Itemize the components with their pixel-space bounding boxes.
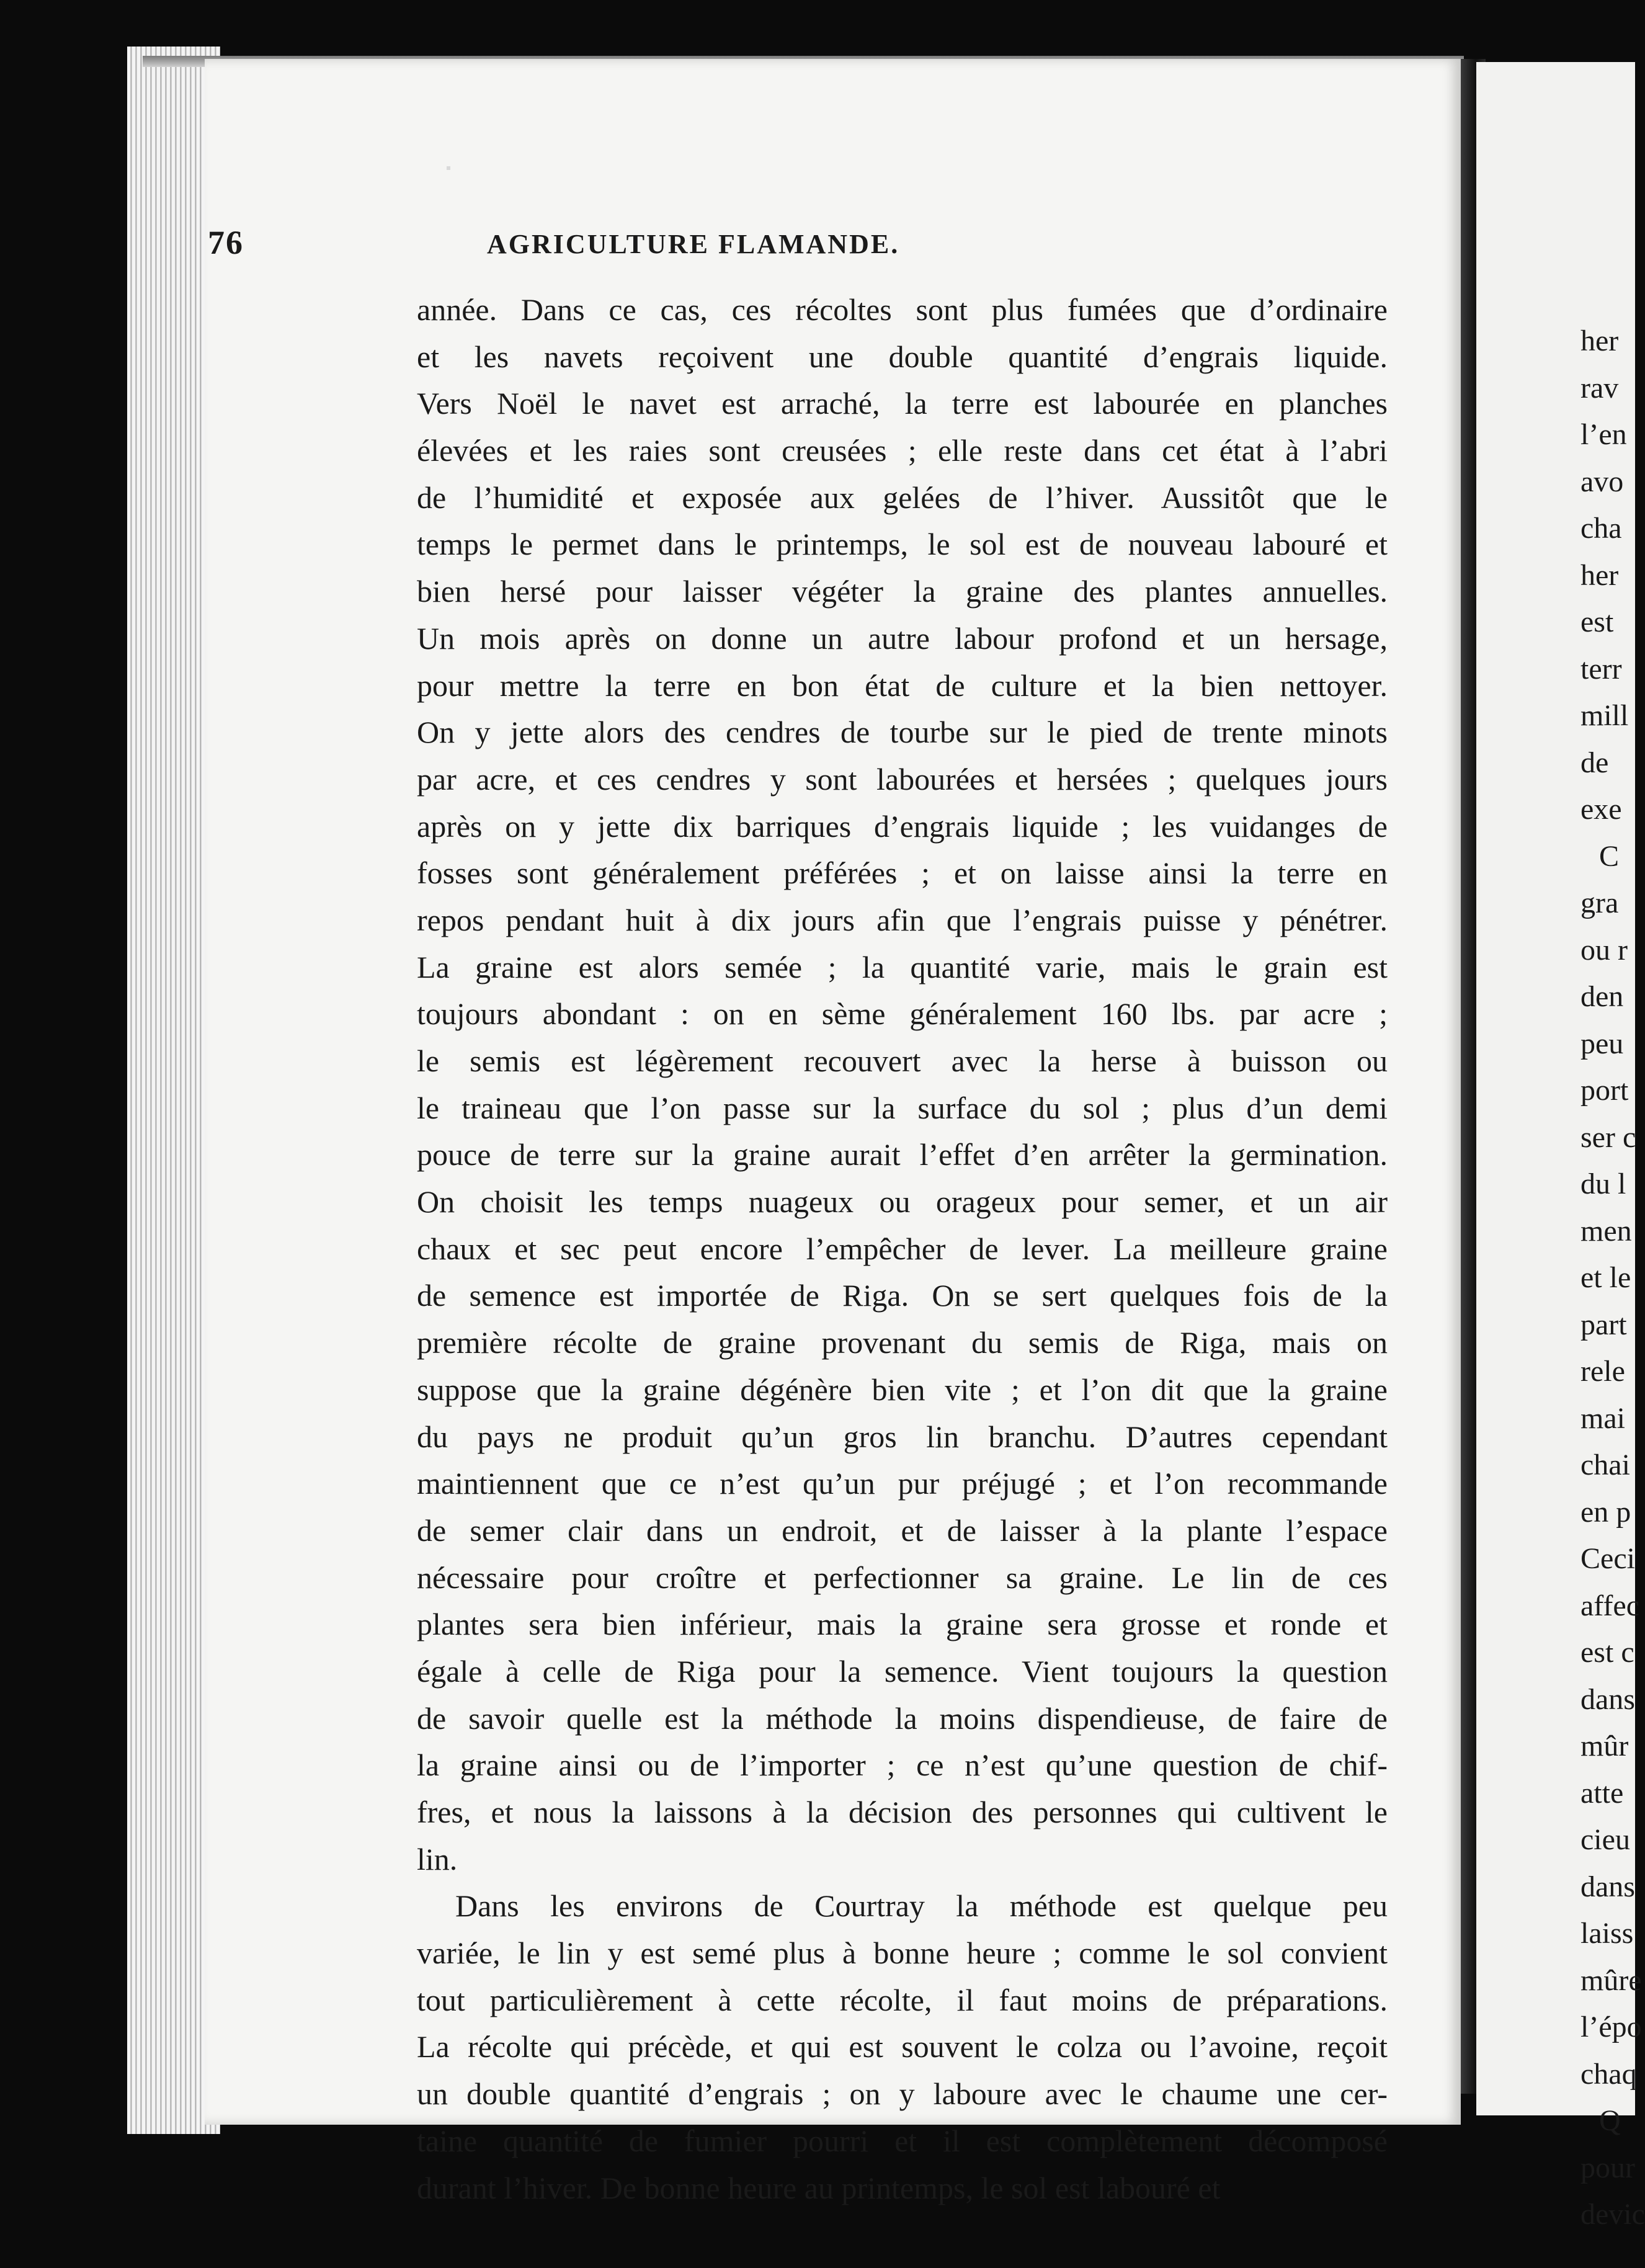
facing-page-fragment: en p <box>1580 1495 1631 1529</box>
text-line: du pays ne produit qu’un gros lin branchu. D’autres cependant <box>417 1419 1388 1454</box>
facing-page-fragment: Q <box>1599 2104 1621 2137</box>
facing-page-fragment: mill <box>1580 699 1629 732</box>
facing-page-fragment: terr <box>1580 652 1622 685</box>
facing-page-fragment: Ceci <box>1580 1542 1635 1575</box>
running-title: AGRICULTURE FLAMANDE. <box>487 229 900 259</box>
text-line: durant l’hiver. De bonne heure au printemps, le sol est labouré et <box>417 2170 1221 2205</box>
text-line: égale à celle de Riga pour la semence. Vient toujours la question <box>417 1653 1388 1689</box>
text-line: toujours abondant : on en sème généralement 160 lbs. par acre ; <box>417 996 1388 1032</box>
facing-page-fragment: du l <box>1580 1167 1626 1200</box>
facing-page-fragment: dans <box>1580 1682 1635 1716</box>
text-line: suppose que la graine dégénère bien vite ; et l’on dit que la graine <box>417 1372 1388 1407</box>
facing-page-fragment: cha <box>1580 512 1622 545</box>
text-line: la graine ainsi ou de l’importer ; ce n’est qu’une question de chif- <box>417 1748 1388 1783</box>
facing-page-fragment: den <box>1580 980 1624 1013</box>
facing-page-fragment: port <box>1580 1074 1629 1107</box>
facing-page-fragment: men <box>1580 1214 1632 1248</box>
text-line: repos pendant huit à dix jours afin que l’engrais puisse y pénétrer. <box>417 902 1388 937</box>
facing-page-fragment: dans <box>1580 1870 1635 1903</box>
text-line: par acre, et ces cendres y sont labourées et hersées ; quelques jours <box>417 761 1388 797</box>
paragraph-2 <box>417 1883 1388 2212</box>
paragraph-1 <box>417 287 1388 1883</box>
facing-page-fragment: et le <box>1580 1261 1631 1294</box>
text-line: de l’humidité et exposée aux gelées de l’hiver. Aussitôt que le <box>417 480 1388 515</box>
facing-page-fragment: cieu <box>1580 1823 1630 1856</box>
facing-page-fragment: avo <box>1580 465 1624 498</box>
facing-page-fragment: gra <box>1580 886 1619 919</box>
facing-page-fragment: mûre <box>1580 1963 1642 1997</box>
text-line: nécessaire pour croître et perfectionner sa graine. Le lin de ces <box>417 1560 1388 1595</box>
text-line: variée, le lin y est semé plus à bonne heure ; comme le sol convient <box>417 1935 1388 1971</box>
facing-page-fragment: mai <box>1580 1401 1625 1435</box>
facing-page-fragment: rav <box>1580 371 1619 404</box>
facing-page-fragment: part <box>1580 1308 1627 1341</box>
facing-page-fragment: ser c <box>1580 1120 1636 1154</box>
text-line: chaux et sec peut encore l’empêcher de lever. La meilleure graine <box>417 1231 1388 1266</box>
text-line: et les navets reçoivent une double quantité d’engrais liquide. <box>417 339 1388 374</box>
text-line: Un mois après on donne un autre labour profond et un hersage, <box>417 620 1388 656</box>
text-line: temps le permet dans le printemps, le sol est de nouveau labouré et <box>417 527 1388 562</box>
text-line: lin. <box>417 1841 458 1877</box>
running-head <box>208 223 1175 267</box>
text-line: On choisit les temps nuageux ou orageux pour semer, et un air <box>417 1184 1388 1220</box>
text-line: La graine est alors semée ; la quantité varie, mais le grain est <box>417 949 1388 984</box>
text-line: de savoir quelle est la méthode la moins dispendieuse, de faire de <box>417 1700 1388 1736</box>
facing-page-fragment: devic <box>1580 2198 1645 2231</box>
facing-page-fragment: rele <box>1580 1355 1625 1388</box>
text-line: bien hersé pour laisser végéter la graine des plantes annuelles. <box>417 574 1388 609</box>
facing-page-text <box>1580 318 1645 2238</box>
text-line: élevées et les raies sont creusées ; elle reste dans cet état à l’abri <box>417 433 1388 468</box>
text-line: Vers Noël le navet est arraché, la terre est labourée en planches <box>417 386 1388 421</box>
text-line: le traineau que l’on passe sur la surface du sol ; plus d’un demi <box>417 1090 1388 1125</box>
facing-page-fragment: laiss <box>1580 1917 1634 1950</box>
text-line: après on y jette dix barriques d’engrais liquide ; les vuidanges de <box>417 808 1388 844</box>
facing-page-fragment: pour <box>1580 2151 1635 2184</box>
text-line: On y jette alors des cendres de tourbe sur le pied de trente minots <box>417 715 1388 750</box>
text-line: tout particulièrement à cette récolte, il faut moins de préparations. <box>417 1982 1388 2017</box>
facing-page-fragment: l’épo <box>1580 2011 1642 2043</box>
text-line: La récolte qui précède, et qui est souvent le colza ou l’avoine, reçoit <box>417 2029 1388 2065</box>
facing-page-fragment: affec <box>1580 1589 1640 1622</box>
facing-page-fragment: chai <box>1580 1449 1630 1481</box>
text-line: première récolte de graine provenant du semis de Riga, mais on <box>417 1325 1388 1360</box>
text-line: pour mettre la terre en bon état de culture et la bien nettoyer. <box>417 667 1388 703</box>
facing-page-fragment: her <box>1580 558 1619 592</box>
facing-page-fragment: mûr <box>1580 1730 1629 1762</box>
facing-page-fragment: de <box>1580 746 1609 779</box>
page-number: 76 <box>208 224 244 261</box>
facing-page-fragment: atte <box>1580 1776 1624 1810</box>
text-line: de semence est importée de Riga. On se sert quelques fois de la <box>417 1278 1388 1313</box>
text-line: un double quantité d’engrais ; on y laboure avec le chaume une cer- <box>417 2076 1388 2112</box>
facing-page-fragment: chaq <box>1580 2057 1637 2091</box>
text-line: année. Dans ce cas, ces récoltes sont plus fumées que d’ordinaire <box>417 292 1388 327</box>
text-line: le semis est légèrement recouvert avec la herse à buisson ou <box>417 1043 1388 1078</box>
text-line: plantes sera bien inférieur, mais la graine sera grosse et ronde et <box>417 1607 1388 1642</box>
text-line: fres, et nous la laissons à la décision des personnes qui cultivent le <box>417 1795 1388 1829</box>
speck-mark <box>447 166 450 170</box>
facing-page-fragment: C <box>1599 839 1620 873</box>
text-line: Dans les environs de Courtray la méthode est quelque peu <box>455 1888 1388 1924</box>
facing-page-fragment: her <box>1580 324 1619 357</box>
facing-page-fragment: ou r <box>1580 933 1628 967</box>
text-line: taine quantité de fumier pourri et il est complètement décomposé <box>417 2123 1388 2158</box>
text-line: pouce de terre sur la graine aurait l’effet d’en arrêter la germination. <box>417 1137 1388 1172</box>
facing-page-fragment: peu <box>1580 1027 1624 1060</box>
page-body-text <box>417 287 1388 2212</box>
facing-page-fragment: exe <box>1580 793 1622 826</box>
facing-page-fragment: est <box>1580 605 1614 638</box>
text-line: de semer clair dans un endroit, et de laisser à la plante l’espace <box>417 1512 1388 1548</box>
facing-page-fragment: l’en <box>1580 418 1627 451</box>
facing-page-fragment: est c <box>1580 1636 1634 1669</box>
text-line: maintiennent que ce n’est qu’un pur préjugé ; et l’on recommande <box>417 1466 1388 1501</box>
text-line: fosses sont généralement préférées ; et on laisse ainsi la terre en <box>417 855 1388 891</box>
